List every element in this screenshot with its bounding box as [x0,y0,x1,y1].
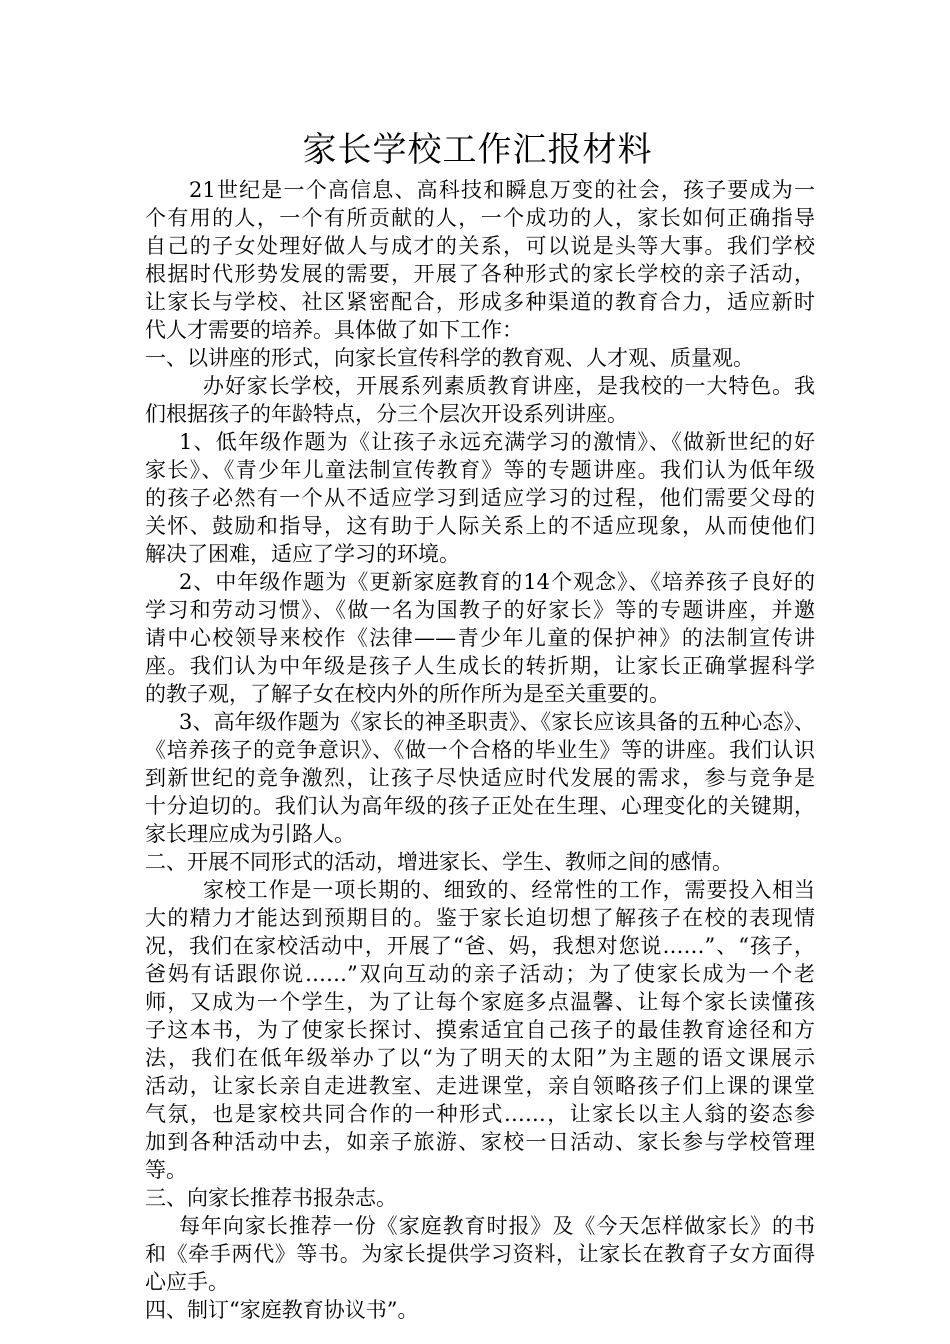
body-line: 学习和劳动习惯》、《做一名为国教子的好家长》等的专题讲座，并邀 [145,598,815,622]
body-line: 大的精力才能达到预期目的。鉴于家长迫切想了解孩子在校的表现情 [145,906,815,930]
body-line: 家长》、《青少年儿童法制宣传教育》等的专题讲座。我们认为低年级 [145,458,815,482]
body-line: 法，我们在低年级举办了以“为了明天的太阳”为主题的语文课展示 [145,1046,815,1070]
body-line: 师，又成为一个学生，为了让每个家庭多点温馨、让每个家长读懂孩 [145,990,815,1014]
body-line: 气氛，也是家校共同合作的一种形式……，让家长以主人翁的姿态参 [145,1102,815,1126]
body-line: 座。我们认为中年级是孩子人生成长的转折期，让家长正确掌握科学 [145,654,815,678]
body-line: 让家长与学校、社区紧密配合，形成多种渠道的教育合力，适应新时 [145,290,815,314]
body-line: 十分迫切的。我们认为高年级的孩子正处在生理、心理变化的关键期， [145,794,815,818]
body-line: 关怀、鼓励和指导，这有助于人际关系上的不适应现象，从而使他们 [145,514,815,538]
body-line: 代人才需要的培养。具体做了如下工作： [145,318,523,342]
body-line: 爸妈有话跟你说……”双向互动的亲子活动；为了使家长成为一个老 [145,962,815,986]
body-line: 3、高年级作题为《家长的神圣职责》、《家长应该具备的五种心态》、 [179,710,815,734]
body-line: 21世纪是一个高信息、高科技和瞬息万变的社会，孩子要成为一 [189,178,815,202]
body-line: 解决了困难，适应了学习的环境。 [145,542,460,566]
body-line: 的孩子必然有一个从不适应学习到适应学习的过程，他们需要父母的 [145,486,815,510]
body-line: 1、低年级作题为《让孩子永远充满学习的激情》、《做新世纪的好 [179,430,815,454]
body-line: 们根据孩子的年龄特点，分三个层次开设系列讲座。 [145,402,628,426]
document-body [145,176,815,1324]
body-line: 加到各种活动中去，如亲子旅游、家校一日活动、家长参与学校管理 [145,1130,815,1154]
body-line: 自己的子女处理好做人与成才的关系，可以说是头等大事。我们学校 [145,234,815,258]
body-line: 家长理应成为引路人。 [145,822,355,846]
body-line: 办好家长学校，开展系列素质教育讲座，是我校的一大特色。我 [203,374,815,398]
body-line: 个有用的人，一个有所贡献的人，一个成功的人，家长如何正确指导 [145,206,815,230]
body-line: 的教子观，了解子女在校内外的所作所为是至关重要的。 [145,682,670,706]
body-line: 四、制订“家庭教育协议书”。 [145,1298,419,1322]
body-line: 家校工作是一项长期的、细致的、经常性的工作，需要投入相当 [203,878,815,902]
document-title: 家长学校工作汇报材料 [302,130,653,170]
body-line: 等。 [145,1158,187,1182]
body-line: 三、向家长推荐书报杂志。 [145,1186,397,1210]
body-line: 请中心校领导来校作《法律——青少年儿童的保护神》的法制宣传讲 [145,626,815,650]
body-line: 二、开展不同形式的活动，增进家长、学生、教师之间的感情。 [145,850,733,874]
body-line: 到新世纪的竞争激烈，让孩子尽快适应时代发展的需求，参与竞争是 [145,766,815,790]
body-line: 况，我们在家校活动中，开展了“爸、妈，我想对您说……”、“孩子， [145,934,815,958]
body-line: 一、以讲座的形式，向家长宣传科学的教育观、人才观、质量观。 [145,346,754,370]
body-line: 根据时代形势发展的需要，开展了各种形式的家长学校的亲子活动， [145,262,815,286]
body-line: 活动，让家长亲自走进教室、走进课堂，亲自领略孩子们上课的课堂 [145,1074,815,1098]
body-line: 和《牵手两代》等书。为家长提供学习资料，让家长在教育子女方面得 [145,1242,815,1266]
body-line: 2、中年级作题为《更新家庭教育的14个观念》、《培养孩子良好的 [179,570,815,594]
body-line: 每年向家长推荐一份《家庭教育时报》及《今天怎样做家长》的书 [179,1214,815,1238]
body-line: 子这本书，为了使家长探讨、摸索适宜自己孩子的最佳教育途径和方 [145,1018,815,1042]
body-line: 《培养孩子的竞争意识》、《做一个合格的毕业生》等的讲座。我们认识 [145,738,815,762]
body-line: 心应手。 [145,1270,229,1294]
